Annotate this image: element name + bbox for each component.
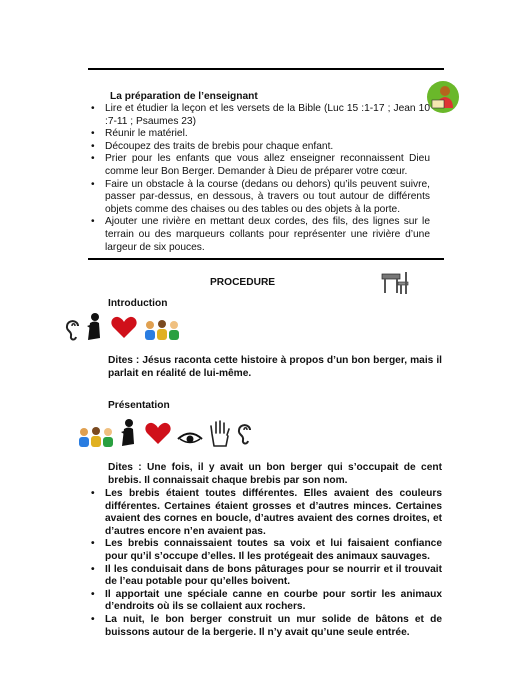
list-item: • Faire un obstacle à la course (dedans ou dehors) qu’ils peuvent suivre, passer par-dessus, en dessous, à travers ou tout autour de différents objets comme des chaises ou des tables ou des objets à la porte. — [91, 179, 430, 217]
list-item: • Il les conduisait dans de bons pâturages pour se nourrir et il trouvait de l’eau potable pour qu’elles boivent. — [91, 564, 442, 589]
desk-icon — [380, 268, 410, 296]
list-item: • Ajouter une rivière en mettant deux cordes, des fils, des lignes sur le terrain ou des marqueurs collants pour représenter une rivière d’une largeur de six pouces. — [91, 216, 430, 254]
section-divider — [88, 258, 444, 260]
prep-title: La préparation de l’enseignant — [110, 91, 258, 102]
hand-icon — [208, 418, 232, 448]
list-item: • Découpez des traits de brebis pour chaque enfant. — [91, 141, 430, 154]
presentation-lead: Dites : Une fois, il y avait un bon berger qui s’occupait de cent brebis. Il connaissait chaque brebis par son nom. — [108, 462, 442, 486]
presentation-heading: Présentation — [108, 400, 170, 411]
top-divider — [88, 68, 444, 70]
eye-icon — [176, 430, 204, 446]
list-item: • Réunir le matériel. — [91, 128, 430, 141]
heart-icon — [144, 422, 172, 446]
teacher-icon — [426, 80, 460, 114]
children-group-icon — [142, 318, 182, 342]
children-group-icon — [76, 425, 116, 449]
praying-person-icon — [84, 312, 104, 342]
list-item: • Prier pour les enfants que vous allez enseigner reconnaissent Dieu comme leur Bon Berger. Demander à Dieu de préparer votre cœur. — [91, 153, 430, 178]
heart-icon — [110, 316, 138, 340]
list-item: • La nuit, le bon berger construit un mur solide de bâtons et de buissons autour de la bergerie. Il n’y avait qu’une seule entrée. — [91, 614, 442, 639]
list-item: • Les brebis étaient toutes différentes. Elles avaient des couleurs différentes. Certaines étaient grosses et d’autres minces. Certaines avaient des cornes en boucle, d’autres avaient des cornes droites, et d’autres encore n’en avaient pas. — [91, 488, 442, 538]
list-item: • Il apportait une spéciale canne en courbe pour sortir les animaux d’endroits où ils se collaient aux rochers. — [91, 589, 442, 614]
presentation-list — [91, 488, 442, 639]
list-item: • Les brebis connaissaient toutes sa voix et lui faisaient confiance pour qu’il s’occupe d’elles. Il les protégeait des animaux sauvages. — [91, 538, 442, 563]
intro-heading: Introduction — [108, 298, 168, 309]
procedure-title: PROCEDURE — [210, 277, 276, 288]
list-item: • Lire et étudier la leçon et les versets de la Bible (Luc 15 :1-17 ; Jean 10 :7-11 ; Psaumes 23) — [91, 103, 430, 128]
ear-icon — [236, 422, 254, 446]
prep-list — [91, 103, 430, 254]
intro-text: Dites : Jésus raconta cette histoire à propos d’un bon berger, mais il parlait en réalité de lui-même. — [108, 355, 442, 379]
praying-person-icon — [118, 418, 138, 448]
ear-icon — [64, 318, 82, 342]
